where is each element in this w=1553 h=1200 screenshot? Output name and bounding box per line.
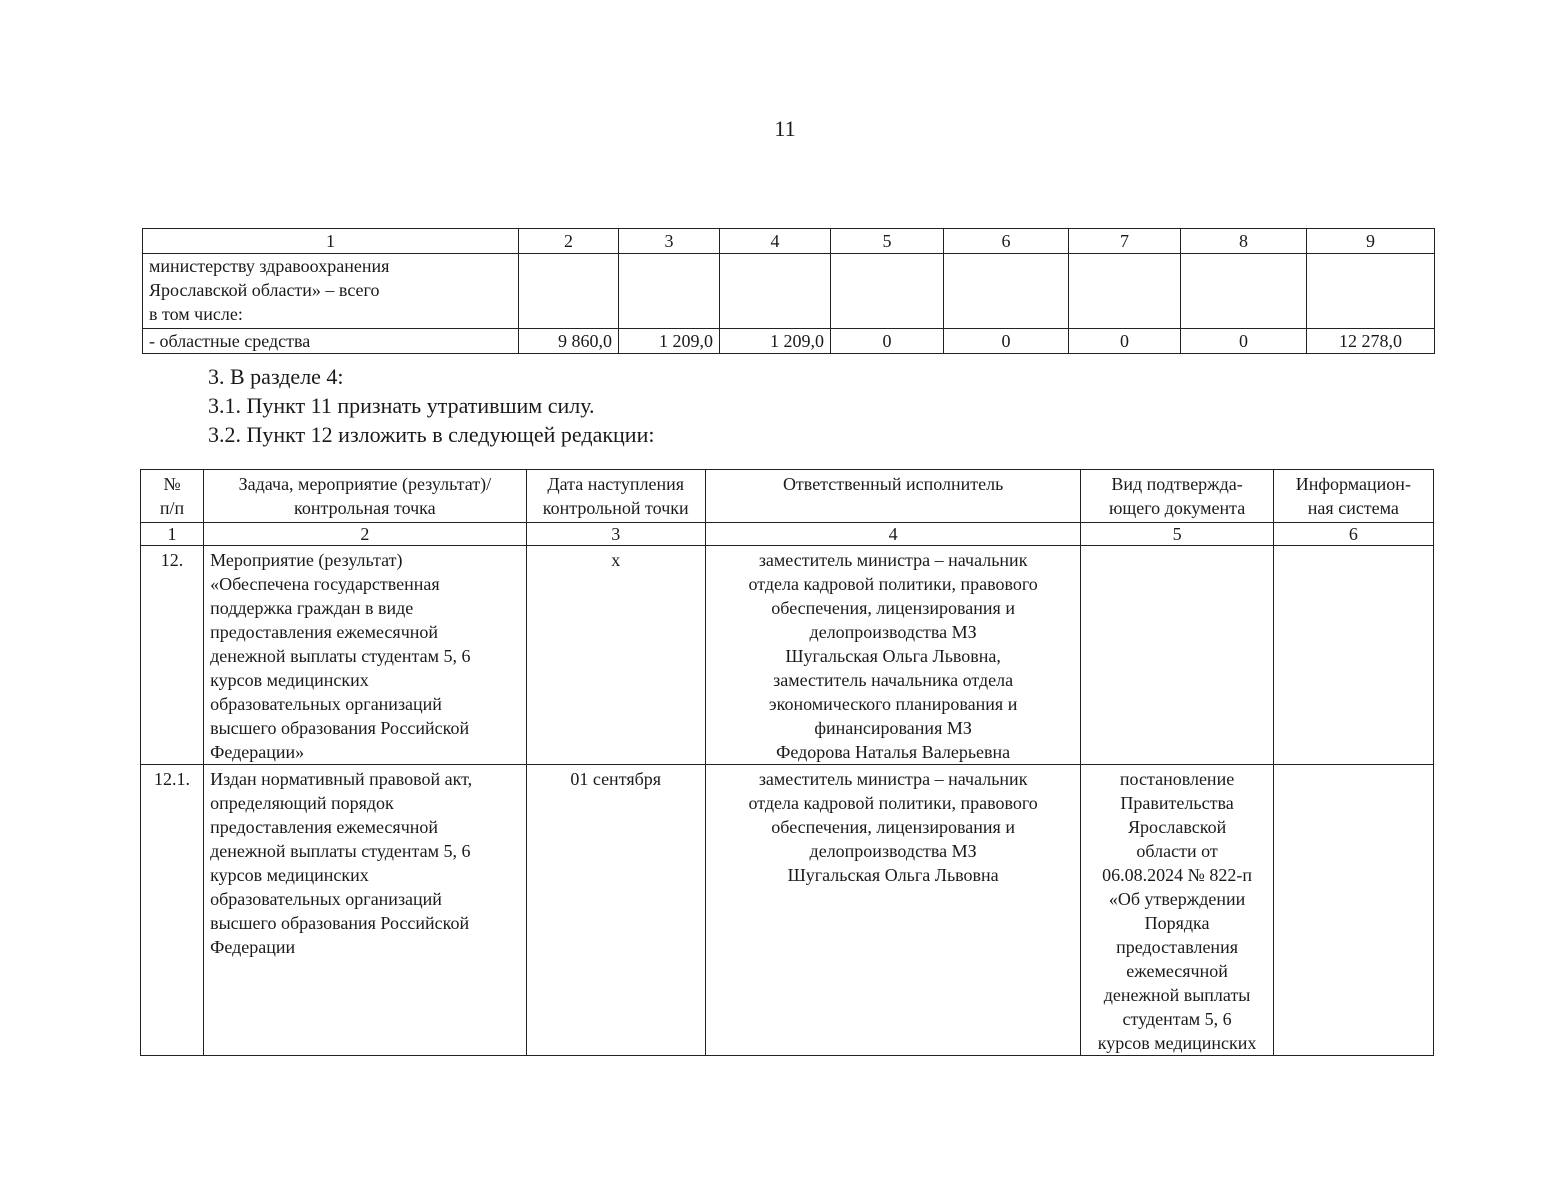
cell-value: 0 <box>1069 329 1181 354</box>
cell-value: 1 209,0 <box>619 329 720 354</box>
header-date: Дата наступления контрольной точки <box>526 470 705 523</box>
column-number: 5 <box>1081 523 1273 546</box>
column-number: 5 <box>831 229 944 254</box>
row-document <box>1081 546 1273 765</box>
row-system <box>1273 546 1433 765</box>
row-number: 12. <box>141 546 204 765</box>
instruction-line: 3.1. Пункт 11 признать утратившим силу. <box>208 393 595 418</box>
plan-table <box>140 469 1434 1056</box>
column-number: 9 <box>1307 229 1435 254</box>
row-task: Издан нормативный правовой акт, определяющий порядок предоставления ежемесячной денежной выплаты студентам 5, 6 курсов медицинских образовательных организаций высшего образования Российской Федерации <box>204 765 526 1056</box>
column-number: 3 <box>619 229 720 254</box>
header-document: Вид подтвержда- ющего документа <box>1081 470 1273 523</box>
header-system: Информацион- ная система <box>1273 470 1433 523</box>
instruction-line: 3. В разделе 4: <box>208 364 344 389</box>
page-number: 11 <box>774 116 796 141</box>
column-number: 3 <box>526 523 705 546</box>
row-number: 12.1. <box>141 765 204 1056</box>
row-date: x <box>526 546 705 765</box>
row-system <box>1273 765 1433 1056</box>
column-number: 1 <box>143 229 519 254</box>
instruction-line: 3.2. Пункт 12 изложить в следующей редакции: <box>208 422 655 447</box>
cell-value: 9 860,0 <box>519 329 619 354</box>
finance-table <box>142 228 1435 354</box>
column-number: 4 <box>720 229 831 254</box>
instructions <box>208 362 654 449</box>
row-document: постановление Правительства Ярославской области от 06.08.2024 № 822-п «Об утверждении Порядка предоставления ежемесячной денежной выплаты студентам 5, 6 курсов медицинских <box>1081 765 1273 1056</box>
cell-value: 0 <box>944 329 1069 354</box>
column-number: 1 <box>141 523 204 546</box>
header-num: № п/п <box>141 470 204 523</box>
header-responsible: Ответственный исполнитель <box>705 470 1081 523</box>
row-label: - областные средства <box>143 329 519 354</box>
table-row <box>141 546 1434 765</box>
column-number: 8 <box>1181 229 1307 254</box>
row-date: 01 сентября <box>526 765 705 1056</box>
column-number: 6 <box>1273 523 1433 546</box>
column-number: 7 <box>1069 229 1181 254</box>
column-number: 6 <box>944 229 1069 254</box>
row-responsible: заместитель министра – начальник отдела кадровой политики, правового обеспечения, лицензирования и делопроизводства МЗ Шугальская Ольга Львовна <box>705 765 1081 1056</box>
column-number: 2 <box>204 523 526 546</box>
cell-value: 0 <box>1181 329 1307 354</box>
finance-column-number-row <box>143 229 1435 254</box>
table-row <box>143 329 1435 354</box>
plan-header-row <box>141 470 1434 523</box>
table-row <box>143 254 1435 329</box>
header-task: Задача, мероприятие (результат)/ контрольная точка <box>204 470 526 523</box>
cell-value: 0 <box>831 329 944 354</box>
column-number: 4 <box>705 523 1081 546</box>
cell-value: 12 278,0 <box>1307 329 1435 354</box>
row-task: Мероприятие (результат) «Обеспечена государственная поддержка граждан в виде предоставления ежемесячной денежной выплаты студентам 5, 6 курсов медицинских образовательных организаций высшего образования Российской Федерации» <box>204 546 526 765</box>
table-row <box>141 765 1434 1056</box>
row-responsible: заместитель министра – начальник отдела кадровой политики, правового обеспечения, лицензирования и делопроизводства МЗ Шугальская Ольга Львовна, заместитель начальника отдела экономического планирования и финансирования МЗ Федорова Наталья Валерьевна <box>705 546 1081 765</box>
column-number: 2 <box>519 229 619 254</box>
plan-column-number-row <box>141 523 1434 546</box>
cell-value: 1 209,0 <box>720 329 831 354</box>
row-description: министерству здравоохранения Ярославской области» – всего в том числе: <box>143 254 519 329</box>
